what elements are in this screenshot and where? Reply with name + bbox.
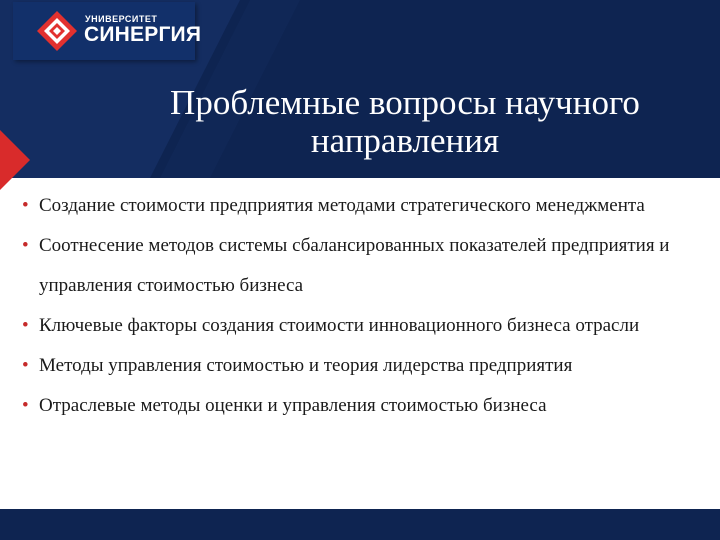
bullet-text: Отраслевые методы оценки и управления стоимостью бизнеса bbox=[39, 395, 547, 416]
bullet-marker: • bbox=[22, 355, 29, 376]
bullet-marker: • bbox=[22, 395, 29, 416]
slide-title-line-2: направления bbox=[310, 121, 500, 160]
slide-title bbox=[80, 84, 720, 160]
slide-title-line-1: Проблемные вопросы научного bbox=[170, 83, 640, 122]
bullet-item bbox=[22, 346, 712, 386]
bullet-item bbox=[22, 306, 712, 346]
bullet-text: Методы управления стоимостью и теория лидерства предприятия bbox=[39, 355, 573, 376]
bullet-item bbox=[22, 226, 712, 306]
logo-name: СИНЕРГИЯ bbox=[84, 23, 202, 46]
bullet-list bbox=[22, 186, 712, 426]
bullet-text: Создание стоимости предприятия методами стратегического менеджмента bbox=[39, 195, 645, 216]
header-band bbox=[0, 0, 720, 178]
bullet-item bbox=[22, 386, 712, 426]
bullet-text: Ключевые факторы создания стоимости инновационного бизнеса отрасли bbox=[39, 315, 640, 336]
logo-university-label: УНИВЕРСИТЕТ bbox=[85, 14, 158, 24]
synergy-logo-icon bbox=[37, 11, 77, 51]
red-arrow-decoration bbox=[0, 130, 30, 190]
university-logo bbox=[13, 2, 202, 60]
bullet-marker: • bbox=[22, 235, 29, 256]
bullet-text: Соотнесение методов системы сбалансированных показателей предприятия и управления стоимостью бизнеса bbox=[39, 235, 670, 296]
bullet-marker: • bbox=[22, 195, 29, 216]
bullet-marker: • bbox=[22, 315, 29, 336]
footer-band bbox=[0, 509, 720, 540]
bullet-item bbox=[22, 186, 712, 226]
